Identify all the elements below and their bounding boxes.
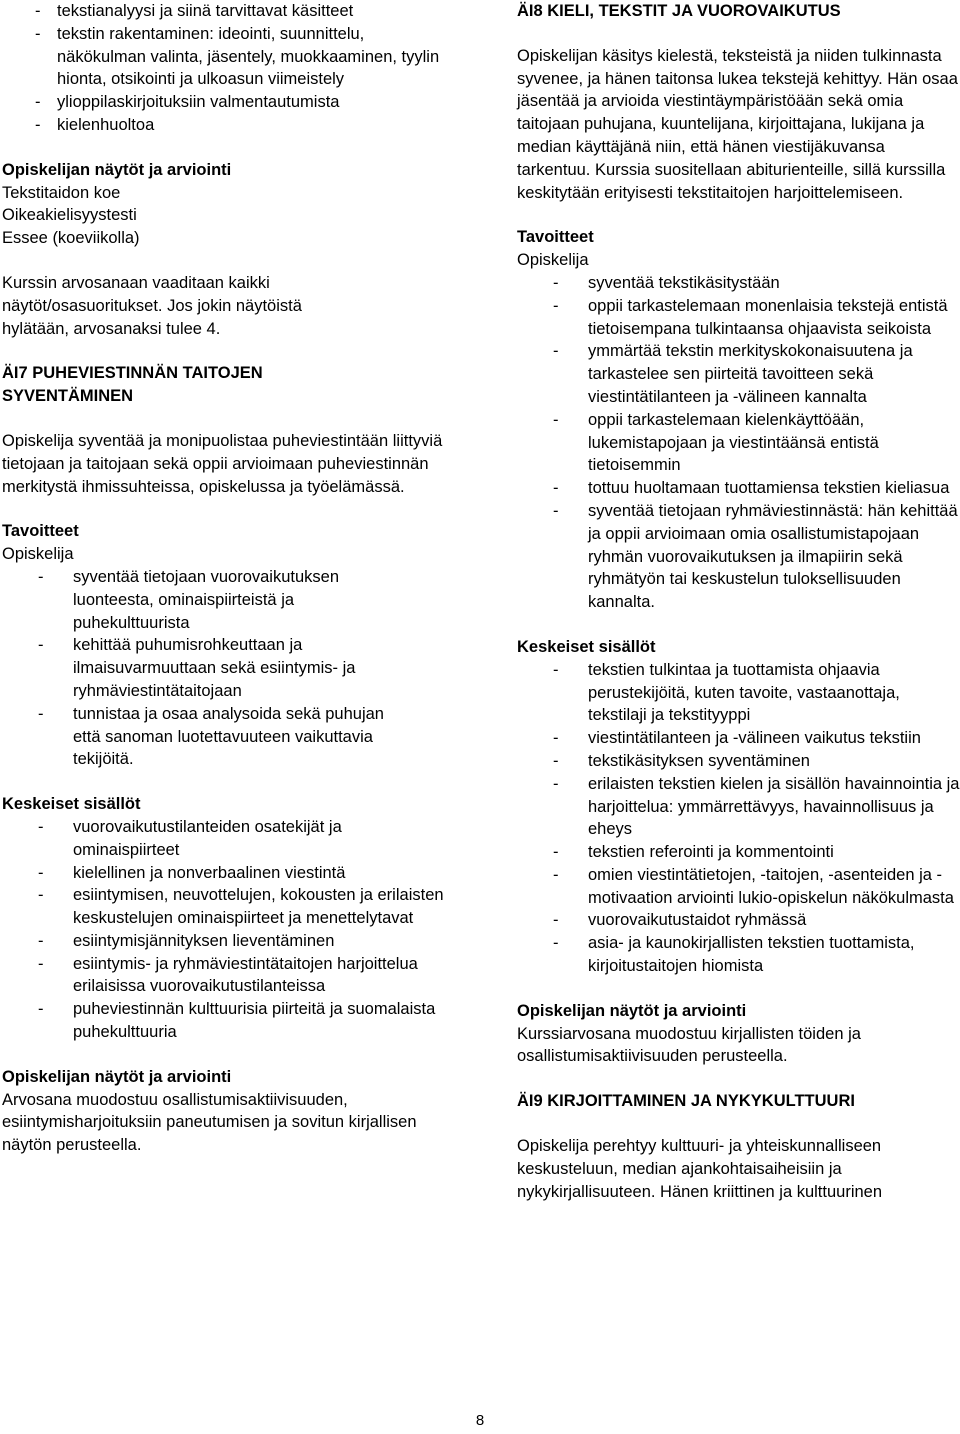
assessment-line: Tekstitaidon koe bbox=[2, 183, 121, 202]
ai7-goals-list bbox=[2, 566, 412, 771]
list-item: - ylioppilaskirjoituksiin valmentautumista bbox=[2, 91, 446, 114]
goals-heading: Tavoitteet bbox=[517, 228, 594, 247]
list-item: - kielenhuoltoa bbox=[2, 114, 446, 137]
contents-heading: Keskeiset sisällöt bbox=[517, 637, 656, 656]
ai9-intro: Opiskelija perehtyy kulttuuri- ja yhteiskunnalliseen keskusteluun, median ajankohtaisaiheisiin ja nykykirjallisuuteen. Hänen kriittinen ja kulttuurinen bbox=[517, 1137, 883, 1201]
list-item: - ymmärtää tekstin merkityskokonaisuutena ja tarkastelee sen piirteitä tavoitteen sekä viestintätilanteen ja -välineen kannalta bbox=[517, 340, 960, 408]
ai7-contents-list bbox=[2, 816, 446, 1044]
list-item: - esiintymis- ja ryhmäviestintätaitojen harjoittelua erilaisissa vuorovaikutustilanteissa bbox=[2, 953, 446, 999]
list-item: - kielellinen ja nonverbaalinen viestintä bbox=[2, 862, 446, 885]
list-item: - syventää tietojaan ryhmäviestinnästä: hän kehittää ja oppii arvioimaan omia osallistumistapojaan ryhmän vuorovaikutuksen ja ilmapiirin sekä ryhmätyön tai keskustelun tuloksellisuuden kannalta. bbox=[517, 500, 960, 614]
list-item: - tunnistaa ja osaa analysoida sekä puhujan että sanoman luotettavuuteen vaikuttavia tekijöitä. bbox=[2, 703, 412, 771]
section-heading-ai9: ÄI9 KIRJOITTAMINEN JA NYKYKULTTUURI bbox=[517, 1092, 855, 1111]
ai7-assessment-text: Arvosana muodostuu osallistumisaktiivisuuden, esiintymisharjoituksiin paneutumisen ja sovitun kirjallisen näytön perusteella. bbox=[2, 1090, 417, 1155]
assessment-heading: Opiskelijan näytöt ja arviointi bbox=[2, 1067, 232, 1086]
assessment-heading: Opiskelijan näytöt ja arviointi bbox=[2, 160, 232, 179]
list-item: - tottuu huoltamaan tuottamiensa tekstien kieliasua bbox=[517, 477, 960, 500]
list-item: - kehittää puhumisrohkeuttaan ja ilmaisuvarmuuttaan sekä esiintymis- ja ryhmäviestintätaitojaan bbox=[2, 634, 412, 702]
right-column bbox=[517, 0, 960, 1203]
list-item: - puheviestinnän kulttuurisia piirteitä ja suomalaista puhekulttuuria bbox=[2, 998, 446, 1044]
ai8-assessment-text: Kurssiarvosana muodostuu kirjallisten töiden ja osallistumisaktiivisuuden perusteella. bbox=[517, 1024, 861, 1066]
goals-subject: Opiskelija bbox=[517, 251, 589, 270]
assessment-heading: Opiskelijan näytöt ja arviointi bbox=[517, 1001, 747, 1020]
list-item: - tekstin rakentaminen: ideointi, suunnittelu, näkökulman valinta, jäsentely, muokkaaminen, tyylin hionta, otsikointi ja ulkoasun viimeistely bbox=[2, 23, 446, 91]
course-content-list bbox=[2, 0, 446, 137]
ai8-contents-list bbox=[517, 659, 960, 978]
assessment-line: Essee (koeviikolla) bbox=[2, 229, 140, 248]
list-item: - vuorovaikutustaidot ryhmässä bbox=[517, 909, 960, 932]
page-number: 8 bbox=[475, 1412, 485, 1429]
list-item: - tekstien referointi ja kommentointi bbox=[517, 841, 960, 864]
ai8-goals-list bbox=[517, 272, 960, 614]
contents-heading: Keskeiset sisällöt bbox=[2, 795, 141, 814]
list-item: - viestintätilanteen ja -välineen vaikutus tekstiin bbox=[517, 727, 960, 750]
ai8-intro: Opiskelijan käsitys kielestä, teksteistä ja niiden tulkinnasta syvenee, ja hänen taitonsa lukea tekstejä kehittyy. Hän osaa jäsentää ja arvioida viestintäympäristöään sekä omia taitojaan puhujana, kuuntelijana, kirjoittajana, lukijana ja median käyttäjänä niin, että hänen viestijäkuvansa tarkentuu. Kurssia suositellaan abiturienteille, sillä kurssilla keskitytään erityisesti tekstitaitojen harjoittelemiseen. bbox=[517, 46, 958, 202]
list-item: - asia- ja kaunokirjallisten tekstien tuottamista, kirjoitustaitojen hiomista bbox=[517, 932, 960, 978]
list-item: - tekstikäsityksen syventäminen bbox=[517, 750, 960, 773]
list-item: - esiintymisen, neuvottelujen, kokousten ja erilaisten keskustelujen ominaispiirteet ja menettelytavat bbox=[2, 884, 446, 930]
list-item: - vuorovaikutustilanteiden osatekijät ja ominaispiirteet bbox=[2, 816, 446, 862]
list-item: - omien viestintätietojen, -taitojen, -asenteiden ja -motivaation arviointi lukio-opiskelun näkökulmasta bbox=[517, 864, 960, 910]
list-item: - tekstien tulkintaa ja tuottamista ohjaavia perustekijöitä, kuten tavoite, vastaanottaja, tekstilaji ja tekstityyppi bbox=[517, 659, 960, 727]
ai7-intro: Opiskelija syventää ja monipuolistaa puheviestintään liittyviä tietojaan ja taitojaan sekä oppii arvioimaan puheviestinnän merkitystä ihmissuhteissa, opiskelussa ja työelämässä. bbox=[2, 431, 443, 496]
list-item: - oppii tarkastelemaan kielenkäyttöään, lukemistapojaan ja viestintäänsä entistä tietoisemmin bbox=[517, 409, 960, 477]
section-heading-ai8: ÄI8 KIELI, TEKSTIT JA VUOROVAIKUTUS bbox=[517, 2, 841, 20]
list-item: - syventää tietojaan vuorovaikutuksen luonteesta, ominaispiirteistä ja puhekulttuurista bbox=[2, 566, 412, 634]
goals-heading: Tavoitteet bbox=[2, 522, 79, 541]
list-item: - erilaisten tekstien kielen ja sisällön havainnointia ja harjoittelua: ymmärrettävyys, havainnollisuus ja eheys bbox=[517, 773, 960, 841]
list-item: - oppii tarkastelemaan monenlaisia tekstejä entistä tietoisempana tulkintaansa ohjaavista seikoista bbox=[517, 295, 960, 341]
grading-note: Kurssin arvosanaan vaaditaan kaikki näytöt/osasuoritukset. Jos jokin näytöistä hylätään, arvosanaksi tulee 4. bbox=[2, 273, 302, 338]
list-item: - tekstianalyysi ja siinä tarvittavat käsitteet bbox=[2, 0, 446, 23]
list-item: - syventää tekstikäsitystään bbox=[517, 272, 960, 295]
left-column bbox=[2, 0, 446, 1157]
list-item: - esiintymisjännityksen lieventäminen bbox=[2, 930, 446, 953]
goals-subject: Opiskelija bbox=[2, 545, 74, 564]
assessment-line: Oikeakielisyystesti bbox=[2, 206, 137, 225]
section-heading-ai7: ÄI7 PUHEVIESTINNÄN TAITOJEN SYVENTÄMINEN bbox=[2, 364, 263, 406]
